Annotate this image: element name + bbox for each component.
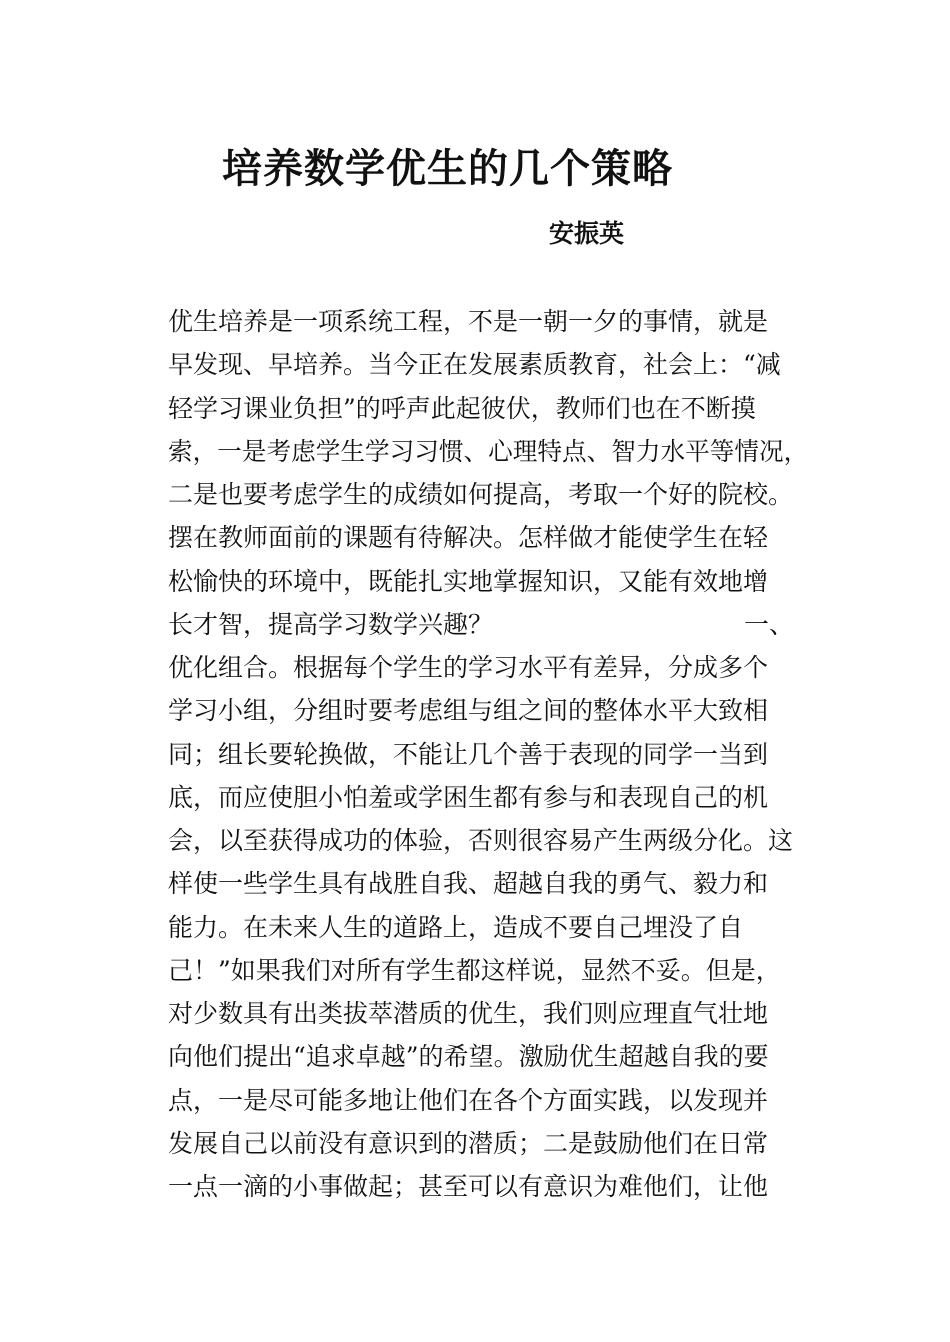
text-line: 发展自己以前没有意识到的潜质；二是鼓励他们在日常 — [168, 1128, 769, 1158]
text-line: 优生培养是一项系统工程，不是一朝一夕的事情，就是 — [168, 307, 769, 336]
text-line: 同；组长要轮换做，不能让几个善于表现的同学一当到 — [168, 739, 769, 769]
page-title: 培养数学优生的几个策略 — [222, 145, 673, 192]
text-line: 会，以至获得成功的体验，否则很容易产生两级分化。这 — [168, 826, 794, 855]
text-line: 二是也要考虑学生的成绩如何提高，考取一个好的院校。 — [168, 480, 794, 509]
text-line: 能力。在未来人生的道路上，造成不要自己埋没了自 — [168, 912, 744, 942]
text-line: 底，而应使胆小怕羞或学困生都有参与和表现自己的机 — [168, 782, 769, 812]
text-line: 轻学习课业负担”的呼声此起彼伏，教师们也在不断摸 — [168, 393, 756, 423]
text-line: 松愉快的环境中，既能扎实地掌握知识，又能有效地增 — [168, 566, 769, 596]
text-line: 优化组合。根据每个学生的学习水平有差异，分成多个 — [168, 653, 769, 682]
text-line: 对少数具有出类拔萃潜质的优生，我们则应理直气壮地 — [168, 999, 769, 1028]
text-line: 早发现、早培养。当今正在发展素质教育，社会上：“减 — [168, 350, 781, 380]
text-line-segment: 长才智，提高学习数学兴趣？ — [168, 609, 494, 639]
text-line: 样使一些学生具有战胜自我、超越自我的勇气、毅力和 — [168, 869, 769, 899]
text-line: 己！”如果我们对所有学生都这样说，显然不妥。但是， — [168, 955, 781, 985]
text-line: 一点一滴的小事做起；甚至可以有意识为难他们，让他 — [168, 1172, 769, 1201]
text-line: 学习小组，分组时要考虑组与组之间的整体水平大致相 — [168, 696, 769, 726]
section-number: 一、 — [743, 609, 794, 639]
text-line: 摆在教师面前的课题有待解决。怎样做才能使学生在轻 — [168, 523, 769, 553]
text-line-with-section-marker — [168, 603, 794, 646]
text-line: 点，一是尽可能多地让他们在各个方面实践，以发现并 — [168, 1085, 769, 1115]
author-name: 安振英 — [549, 219, 625, 248]
body-text — [168, 300, 808, 1208]
text-line: 向他们提出“追求卓越”的希望。激励优生超越自我的要 — [168, 1042, 769, 1072]
text-line: 索，一是考虑学生学习习惯、心理特点、智力水平等情况， — [168, 436, 809, 466]
